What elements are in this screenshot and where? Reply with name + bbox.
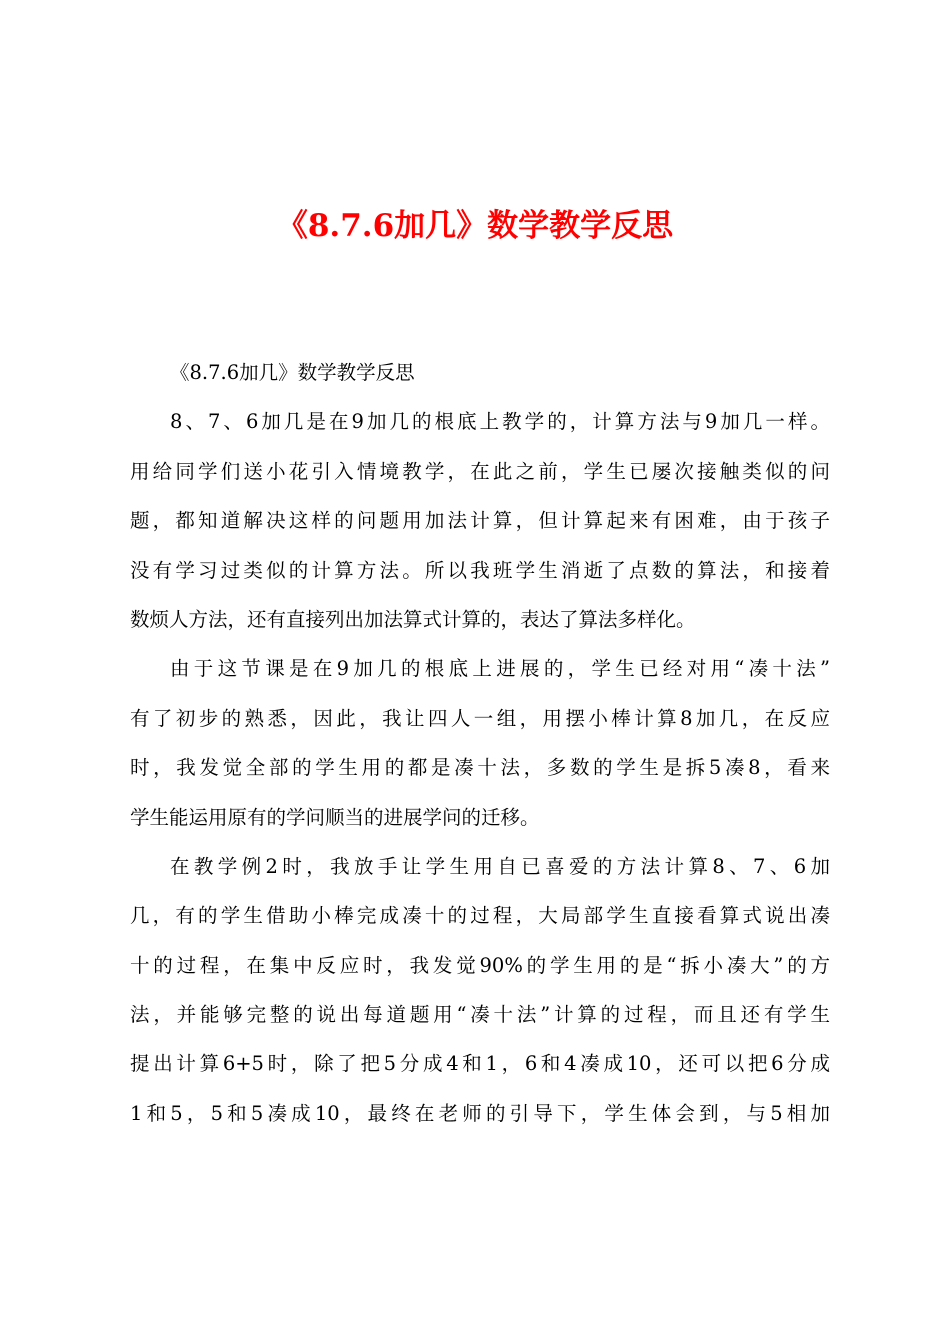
paragraph-line: 1和5，5和5凑成10，最终在老师的引导下，学生体会到，与5相加	[130, 1101, 830, 1125]
subtitle-line: 《8.7.6加几》数学教学反思	[170, 361, 415, 384]
paragraph-line: 学生能运用原有的学问顺当的进展学问的迁移。	[130, 805, 540, 829]
paragraph-line: 数烦人方法，还有直接列出加法算式计算的，表达了算法多样化。	[130, 607, 696, 631]
paragraph-line: 题，都知道解决这样的问题用加法计算，但计算起来有困难，由于孩子	[130, 509, 830, 533]
paragraph-line: 用给同学们送小花引入情境教学，在此之前，学生已屡次接触类似的问	[130, 459, 830, 483]
paragraph-line: 提出计算6+5时，除了把5分成4和1，6和4凑成10，还可以把6分成	[130, 1052, 830, 1076]
paragraph-line: 法，并能够完整的说出每道题用“凑十法”计算的过程，而且还有学生	[130, 1003, 830, 1027]
paragraph-line: 由于这节课是在9加几的根底上进展的，学生已经对用“凑十法”	[170, 657, 830, 681]
document-title: 《8.7.6加几》数学教学反思	[276, 208, 674, 244]
paragraph-line: 有了初步的熟悉，因此，我让四人一组，用摆小棒计算8加几，在反应	[130, 706, 830, 730]
paragraph-line: 时，我发觉全部的学生用的都是凑十法，多数的学生是拆5凑8，看来	[130, 756, 830, 780]
paragraph-line: 在教学例2时，我放手让学生用自已喜爱的方法计算8、7、6加	[170, 854, 830, 878]
paragraph-line: 几，有的学生借助小棒完成凑十的过程，大局部学生直接看算式说出凑	[130, 904, 830, 928]
paragraph-line: 没有学习过类似的计算方法。所以我班学生消逝了点数的算法，和接着	[130, 558, 830, 582]
document-body	[130, 348, 830, 1138]
paragraph-line: 8、7、6加几是在9加几的根底上教学的，计算方法与9加几一样。	[170, 410, 830, 434]
paragraph-line: 十的过程，在集中反应时，我发觉90%的学生用的是“拆小凑大”的方	[130, 953, 830, 977]
